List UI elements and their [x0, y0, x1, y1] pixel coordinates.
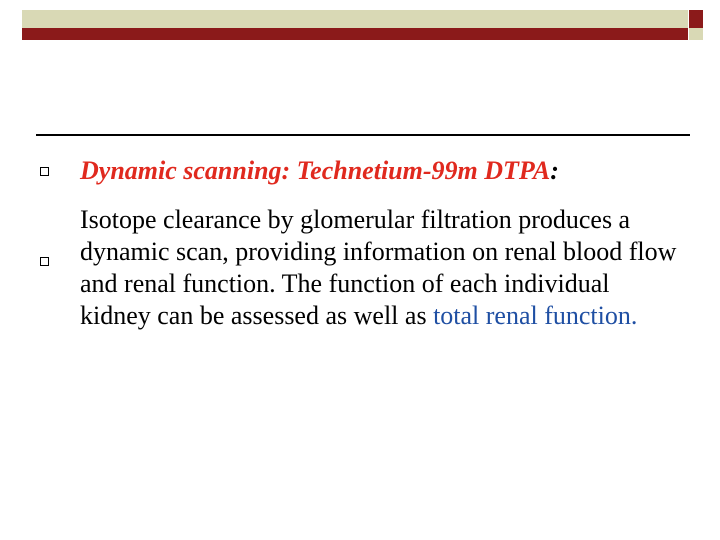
- hollow-square-bullet-icon: [40, 167, 49, 176]
- title-divider: [36, 134, 690, 136]
- header-band-light: [22, 10, 688, 28]
- header-corner-dark: [689, 10, 703, 28]
- heading-colon: :: [550, 156, 559, 185]
- heading-text: Dynamic scanning: Technetium-99m DTPA: [80, 156, 551, 185]
- body-text: Isotope clearance by glomerular filtration produces a dynamic scan, providing information on renal blood flow and renal function. The function of each individual kidney can be assessed as well as: [80, 205, 677, 330]
- heading-text-line: [80, 150, 686, 192]
- slide-content: [36, 150, 686, 338]
- bullet-heading: [36, 150, 686, 192]
- hollow-square-bullet-icon: [40, 257, 49, 266]
- header-corner-light: [689, 28, 703, 40]
- header-band-dark: [22, 28, 688, 40]
- body-highlight: total renal function.: [433, 301, 638, 330]
- bullet-body: [36, 198, 686, 332]
- body-paragraph: [80, 198, 686, 332]
